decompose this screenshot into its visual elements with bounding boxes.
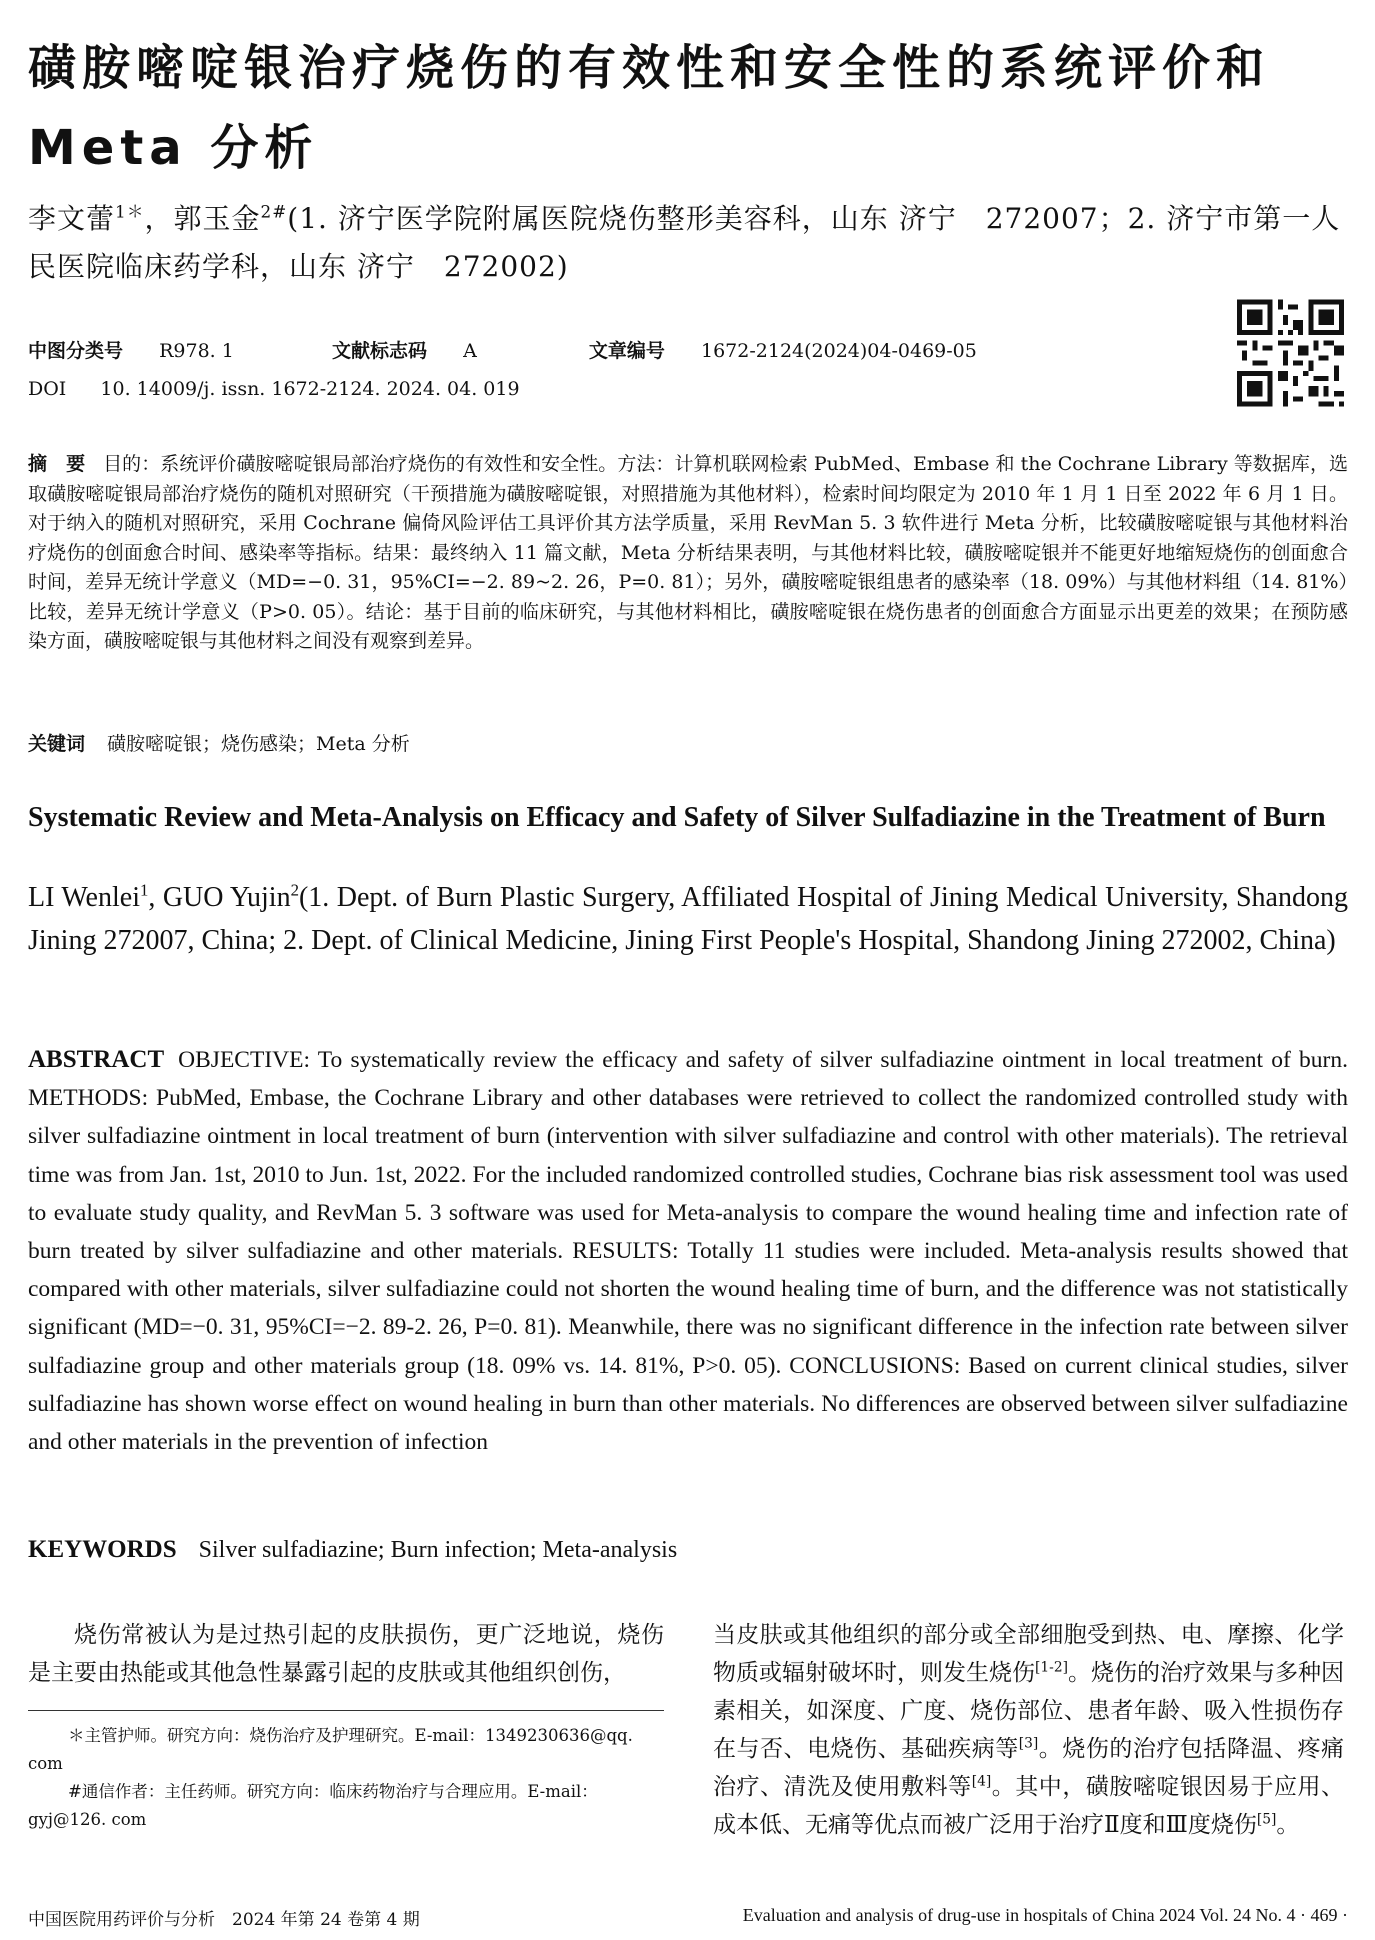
author-2-mark-en: 2 (290, 880, 299, 900)
author-2-name: 郭玉金 (173, 202, 261, 235)
doc-code-label: 文献标志码 (331, 340, 427, 362)
keywords-cn (28, 729, 410, 756)
body-right-part-2: 。烧伤的治疗效果与多种因素相关，如深度、广度、烧伤部位、患者年龄、吸入性损伤存在与否、电烧伤、基础疾病等 (713, 1660, 1345, 1762)
abstract-cn (28, 450, 1348, 657)
keywords-en (28, 1536, 677, 1564)
abstract-cn-text: 目的：系统评价磺胺嘧啶银局部治疗烧伤的有效性和安全性。方法：计算机联网检索 PubMed、Embase 和 the Cochrane Library 等数据库，选取磺胺嘧啶银局部治疗烧伤的随机对照研究（干预措施为磺胺嘧啶银，对照措施为其他材料），检索时间均限定为 2010 年 1 月 1 日至 2022 年 6 月 1 日。对于纳入的随机对照研究，采用 Cochrane 偏倚风险评估工具评价其方法学质量，采用 RevMan 5. 3 软件进行 Meta 分析，比较磺胺嘧啶银与其他材料治疗烧伤的创面愈合时间、感染率等指标。结果：最终纳入 11 篇文献，Meta 分析结果表明，与其他材料比较，磺胺嘧啶银并不能更好地缩短烧伤的创面愈合时间，差异无统计学意义（MD=−0. 31，95%CI=−2. 89~2. 26，P=0. 81）；另外，磺胺嘧啶银组患者的感染率（18. 09%）与其他材料组（14. 81%）比较，差异无统计学意义（P>0. 05）。结论：基于目前的临床研究，与其他材料相比，磺胺嘧啶银在烧伤患者的创面愈合方面显示出更差的效果；在预防感染方面，磺胺嘧啶银与其他材料之间没有观察到差异。 (28, 453, 1348, 652)
author-1-name-en: LI Wenlei (28, 882, 140, 913)
page-footer (28, 1905, 1348, 1930)
english-title: Systematic Review and Meta-Analysis on Efficacy and Safety of Silver Sulfadiazine in the Treatment of Burn (28, 802, 1326, 833)
doi-value[interactable]: 10. 14009/j. issn. 1672-2124. 2024. 04. 019 (100, 378, 520, 400)
author-1-name: 李文蕾 (28, 202, 116, 235)
author-1-mark-en: 1 (139, 880, 149, 900)
body-column-left: 烧伤常被认为是过热引起的皮肤损伤，更广泛地说，烧伤是主要由热能或其他急性暴露引起的皮肤或其他组织创伤， (28, 1622, 664, 1686)
footer-journal-cn: 中国医院用药评价与分析 2024 年第 24 卷第 4 期 (28, 1910, 420, 1930)
citation-1-2[interactable]: [1-2] (1035, 1659, 1068, 1676)
author-line-cn (28, 195, 1348, 291)
body-column-right (713, 1616, 1344, 1844)
body-right-part-3: 。烧伤的治疗包括降温、疼痛治疗、清洗及使用敷料等 (713, 1736, 1345, 1800)
article-number-label: 文章编号 (588, 340, 665, 362)
qr-code-icon (1237, 299, 1344, 407)
footnotes (28, 1722, 664, 1834)
abstract-en-text: OBJECTIVE: To systematically review the efficacy and safety of silver sulfadiazine ointment in local treatment of burn. METHODS: PubMed, Embase, the Cochrane Library and other databases were retrieved to collect the randomized controlled study with silver sulfadiazine ointment in local treatment of burn (intervention with silver sulfadiazine and control with other materials). The retrieval time was from Jan. 1st, 2010 to Jun. 1st, 2022. For the included randomized controlled studies, Cochrane bias risk assessment tool was used to evaluate study quality, and RevMan 5. 3 software was used for Meta-analysis to compare the wound healing time and infection rate of burn treated by silver sulfadiazine and other materials. RESULTS: Totally 11 studies were included. Meta-analysis results showed that compared with other materials, silver sulfadiazine could not shorten the wound healing time of burn, and the difference was not statistically significant (MD=−0. 31, 95%CI=−2. 89-2. 26, P=0. 81). Meanwhile, there was no significant difference in the infection rate between silver sulfadiazine group and other materials group (18. 09% vs. 14. 81%, P>0. 05). CONCLUSIONS: Based on current clinical studies, silver sulfadiazine has shown worse effect on wound healing in burn than other materials. No differences are observed between silver sulfadiazine and other materials in the prevention of infection (28, 1047, 1348, 1456)
abstract-en (28, 1041, 1348, 1461)
body-right-part-4: 。其中，磺胺嘧啶银因易于应用、成本低、无痛等优点而被广泛用于治疗Ⅱ度和Ⅲ度烧伤 (713, 1774, 1345, 1838)
citation-5[interactable]: [5] (1256, 1811, 1277, 1828)
doi-label: DOI (28, 378, 67, 400)
citation-3[interactable]: [3] (1018, 1735, 1039, 1752)
keywords-en-text: Silver sulfadiazine; Burn infection; Meta-analysis (198, 1537, 678, 1563)
keywords-en-label: KEYWORDS (28, 1536, 177, 1563)
doc-code-value: A (463, 340, 477, 362)
affiliation-en: (1. Dept. of Burn Plastic Surgery, Affiliated Hospital of Jining Medical University, Shandong Jining 272007, China; 2. Dept. of Clinical Medicine, Jining First People's Hospital, Shandong Jining 272002, China) (28, 882, 1348, 956)
clc-label: 中图分类号 (28, 340, 124, 362)
body-right-part-5: 。 (1276, 1812, 1300, 1838)
footer-journal-en: Evaluation and analysis of drug-use in hospitals of China 2024 Vol. 24 No. 4 · 469 · (742, 1905, 1348, 1925)
affiliation-cn: (1. 济宁医学院附属医院烧伤整形美容科，山东 济宁 272007；2. 济宁市第一人民医院临床药学科，山东 济宁 272002) (28, 202, 1341, 283)
author-2-name-en: GUO Yujin (162, 882, 291, 913)
abstract-en-label: ABSTRACT (28, 1046, 165, 1073)
author-2-mark: 2# (260, 201, 288, 222)
page-title: 磺胺嘧啶银治疗烧伤的有效性和安全性的系统评价和 Meta 分析 (28, 40, 1271, 176)
author-1-mark: 1＊ (115, 201, 145, 222)
author-line-en: LI Wenlei$^1$, GUO Yujin$^2$(1. Dept. of Burn Plastic Surgery, Affiliated Hospital of Jining Medical University, Shandong Jining 272007, China; 2. Dept. of Clinical Medicine, Jining First People's Hospital, Shandong Jining 272002, China) (28, 880, 1348, 956)
classification-row (28, 336, 977, 363)
clc-value: R978. 1 (159, 340, 234, 362)
article-number-value: 1672-2124(2024)04-0469-05 (701, 340, 977, 362)
footnote-divider (28, 1710, 664, 1711)
footnote-2: #通信作者：主任药师。研究方向：临床药物治疗与合理应用。E-mail：gyj@126. com (28, 1782, 598, 1829)
keywords-cn-label: 关键词 (28, 733, 86, 755)
keywords-cn-text: 磺胺嘧啶银；烧伤感染；Meta 分析 (107, 733, 410, 755)
doi-row (28, 378, 520, 400)
author-separator: ， (144, 202, 174, 235)
citation-4[interactable]: [4] (971, 1773, 992, 1790)
abstract-cn-label: 摘 要 (28, 453, 86, 475)
footnote-1: ＊主管护师。研究方向：烧伤治疗及护理研究。E-mail：1349230636@qq. com (28, 1726, 633, 1773)
body-right-part-1: 当皮肤或其他组织的部分或全部细胞受到热、电、摩擦、化学物质或辐射破坏时，则发生烧伤 (713, 1622, 1344, 1686)
